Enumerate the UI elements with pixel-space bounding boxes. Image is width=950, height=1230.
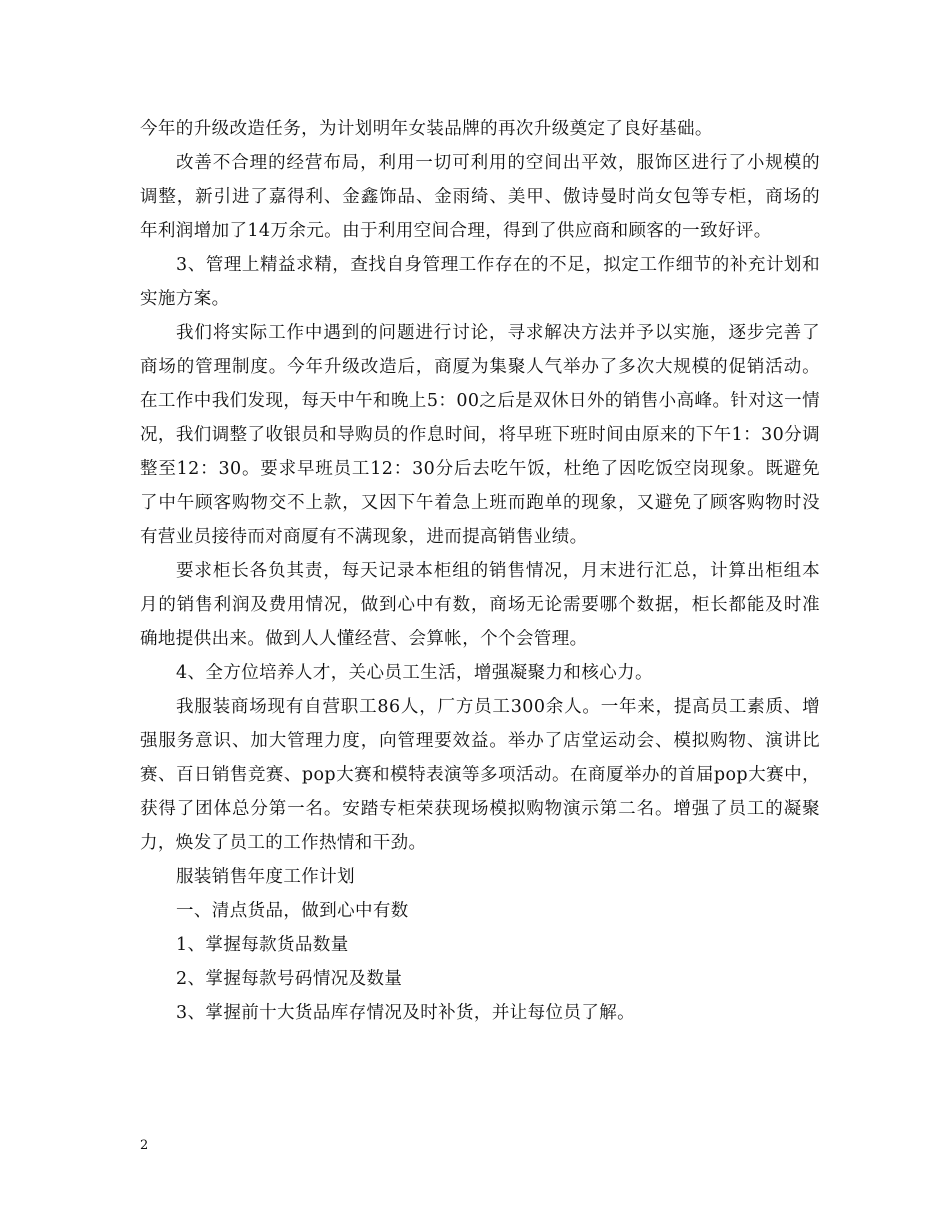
paragraph: 今年的升级改造任务，为计划明年女装品牌的再次升级奠定了良好基础。	[140, 119, 713, 139]
section-title: 服装销售年度工作计划	[176, 867, 355, 887]
paragraph-heading: 3、管理上精益求精，查找自身管理工作存在的不足，拟定工作细节的补充计划和实施方案。	[140, 255, 820, 309]
paragraph: 改善不合理的经营布局，利用一切可利用的空间出平效，服饰区进行了小规模的调整，新引进了嘉得利、金鑫饰品、金雨绮、美甲、傲诗曼时尚女包等专柜，商场的年利润增加了14万余元。由于利用空间合理，得到了供应商和顾客的一致好评。	[140, 153, 820, 241]
paragraph: 我们将实际工作中遇到的问题进行讨论，寻求解决方法并予以实施，逐步完善了商场的管理制度。今年升级改造后，商厦为集聚人气举办了多次大规模的促销活动。在工作中我们发现，每天中午和晚上5：00之后是双休日外的销售小高峰。针对这一情况，我们调整了收银员和导购员的作息时间，将早班下班时间由原来的下午1：30分调整至12：30。要求早班员工12：30分后去吃午饭，杜绝了因吃饭空岗现象。既避免了中午顾客购物交不上款，又因下午着急上班而跑单的现象，又避免了顾客购物时没有营业员接待而对商厦有不满现象，进而提高销售业绩。	[140, 323, 820, 547]
list-item: 2、掌握每款号码情况及数量	[176, 969, 403, 989]
page-number: 2	[140, 1138, 149, 1153]
list-item: 3、掌握前十大货品库存情况及时补货，并让每位员了解。	[176, 1003, 636, 1023]
document-body	[140, 112, 820, 1030]
list-item: 1、掌握每款货品数量	[176, 935, 349, 955]
paragraph-heading: 4、全方位培养人才，关心员工生活，增强凝聚力和核心力。	[176, 663, 653, 683]
paragraph: 要求柜长各负其责，每天记录本柜组的销售情况，月末进行汇总，计算出柜组本月的销售利润及费用情况，做到心中有数，商场无论需要哪个数据，柜长都能及时准确地提供出来。做到人人懂经营、会算帐，个个会管理。	[140, 561, 820, 649]
paragraph: 我服装商场现有自营职工86人，厂方员工300余人。一年来，提高员工素质、增强服务意识、加大管理力度，向管理要效益。举办了店堂运动会、模拟购物、演讲比赛、百日销售竞赛、pop大赛和模特表演等多项活动。在商厦举办的首届pop大赛中，获得了团体总分第一名。安踏专柜荣获现场模拟购物演示第二名。增强了员工的凝聚力，焕发了员工的工作热情和干劲。	[140, 697, 820, 853]
list-heading: 一、清点货品，做到心中有数	[176, 901, 409, 921]
